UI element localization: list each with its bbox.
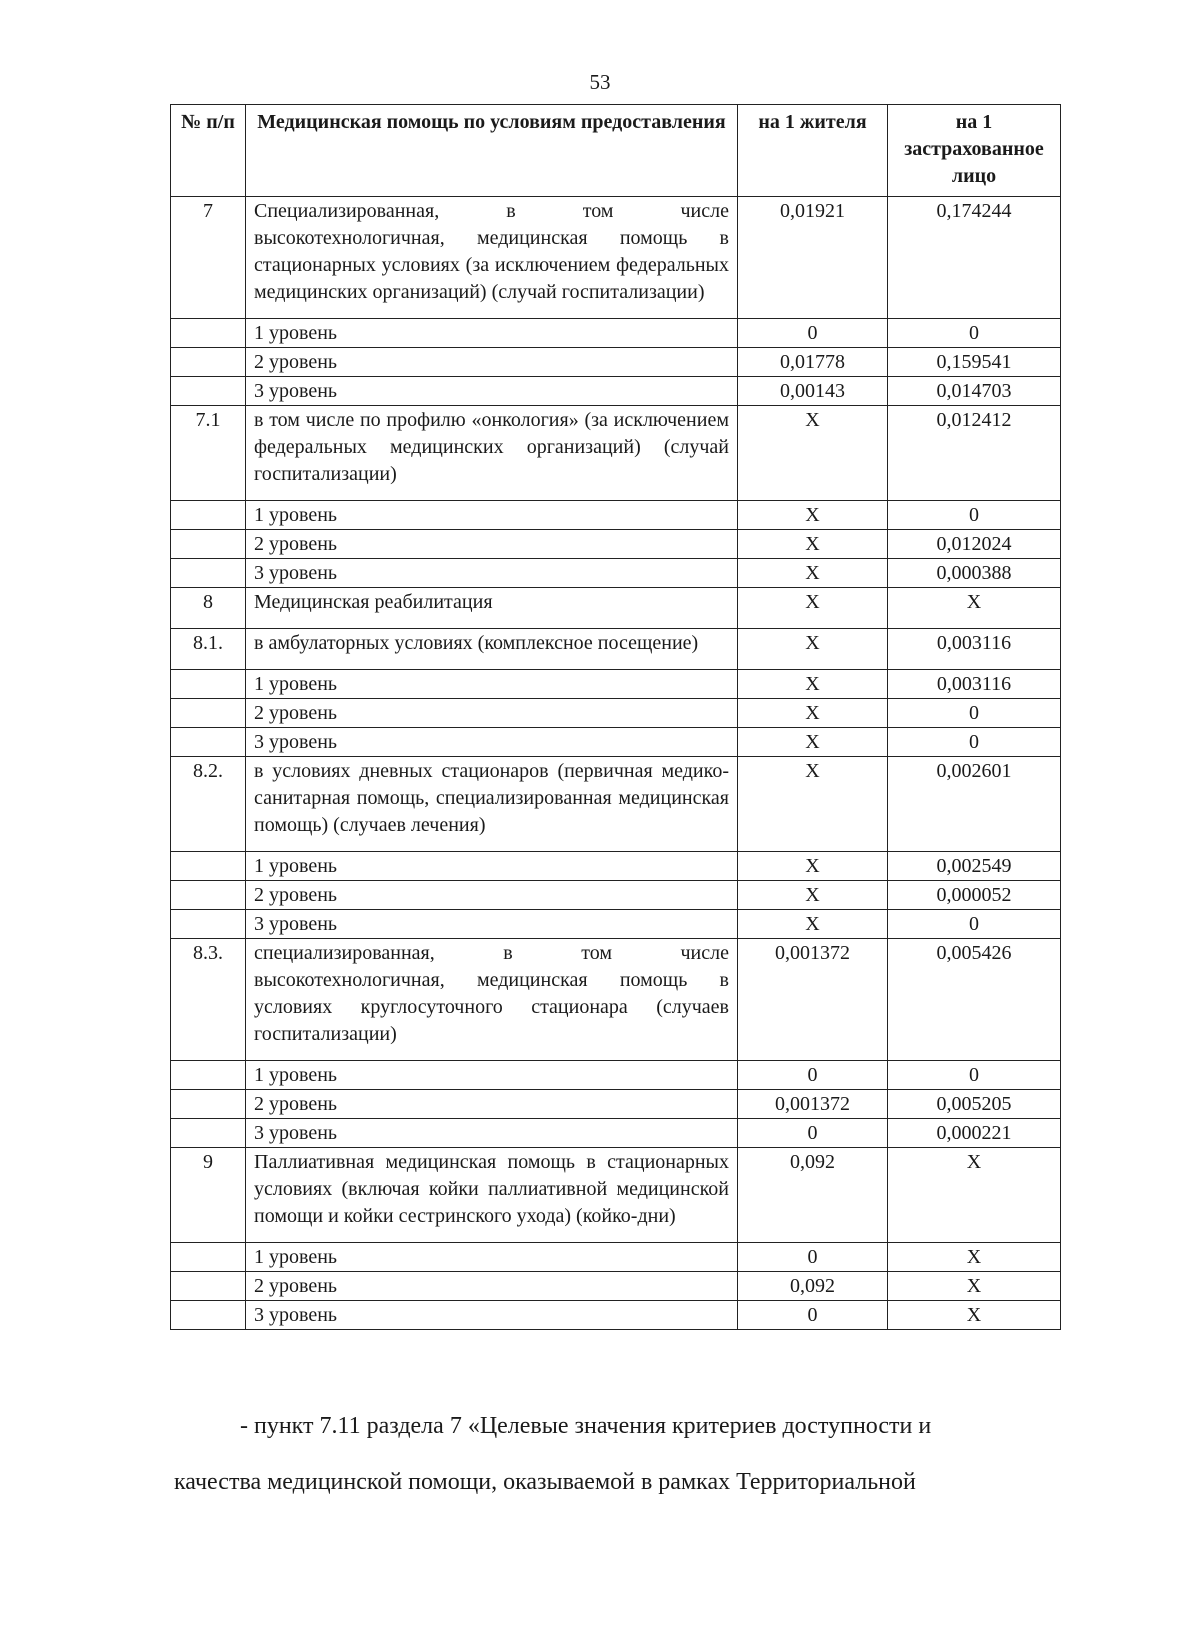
row-per-resident: X	[738, 406, 888, 501]
level-label: 2 уровень	[246, 1090, 738, 1119]
level-label: 1 уровень	[246, 1243, 738, 1272]
level-row	[171, 501, 1061, 530]
level-per-insured: X	[888, 1272, 1061, 1301]
level-label: 3 уровень	[246, 1119, 738, 1148]
row-number: 9	[171, 1148, 246, 1243]
level-label: 1 уровень	[246, 670, 738, 699]
level-number-spacer	[171, 377, 246, 406]
header-per-resident: на 1 жителя	[738, 105, 888, 197]
level-number-spacer	[171, 670, 246, 699]
row-per-resident: X	[738, 588, 888, 629]
level-row	[171, 670, 1061, 699]
level-per-insured: 0	[888, 319, 1061, 348]
level-label: 1 уровень	[246, 319, 738, 348]
level-per-resident: X	[738, 501, 888, 530]
row-description: Паллиативная медицинская помощь в стационарных условиях (включая койки паллиативной медицинской помощи и койки сестринского ухода) (койко-дни)	[246, 1148, 738, 1243]
row-number: 8.1.	[171, 629, 246, 670]
header-description: Медицинская помощь по условиям предоставления	[246, 105, 738, 197]
row-description: в амбулаторных условиях (комплексное посещение)	[246, 629, 738, 670]
level-number-spacer	[171, 559, 246, 588]
level-label: 3 уровень	[246, 728, 738, 757]
level-per-resident: 0,092	[738, 1272, 888, 1301]
level-label: 2 уровень	[246, 530, 738, 559]
level-per-insured: X	[888, 1301, 1061, 1330]
row-per-insured: 0,003116	[888, 629, 1061, 670]
level-number-spacer	[171, 1301, 246, 1330]
table-row	[171, 629, 1061, 670]
level-number-spacer	[171, 699, 246, 728]
level-row	[171, 1243, 1061, 1272]
level-per-insured: 0,005205	[888, 1090, 1061, 1119]
level-per-resident: 0	[738, 1061, 888, 1090]
row-per-insured: 0,012412	[888, 406, 1061, 501]
row-description: Специализированная, в том числе высокотехнологичная, медицинская помощь в стационарных условиях (за исключением федеральных медицинских организаций) (случай госпитализации)	[246, 197, 738, 319]
level-label: 3 уровень	[246, 910, 738, 939]
level-row	[171, 852, 1061, 881]
level-per-insured: 0	[888, 699, 1061, 728]
row-per-resident: 0,01921	[738, 197, 888, 319]
row-per-resident: 0,092	[738, 1148, 888, 1243]
level-row	[171, 530, 1061, 559]
level-per-insured: 0,000052	[888, 881, 1061, 910]
level-per-resident: X	[738, 530, 888, 559]
level-per-resident: 0	[738, 1243, 888, 1272]
header-per-insured: на 1 застрахованное лицо	[888, 105, 1061, 197]
level-label: 2 уровень	[246, 699, 738, 728]
level-per-resident: 0,00143	[738, 377, 888, 406]
level-label: 3 уровень	[246, 559, 738, 588]
level-per-resident: 0	[738, 1301, 888, 1330]
level-per-insured: 0,000388	[888, 559, 1061, 588]
level-per-insured: 0,014703	[888, 377, 1061, 406]
level-number-spacer	[171, 319, 246, 348]
care-volume-table	[170, 104, 1061, 1330]
level-row	[171, 881, 1061, 910]
level-number-spacer	[171, 1272, 246, 1301]
level-label: 3 уровень	[246, 1301, 738, 1330]
table-row	[171, 939, 1061, 1061]
level-number-spacer	[171, 1119, 246, 1148]
level-per-resident: X	[738, 699, 888, 728]
row-per-resident: X	[738, 757, 888, 852]
level-per-resident: 0	[738, 319, 888, 348]
table-body	[171, 197, 1061, 1330]
level-number-spacer	[171, 530, 246, 559]
row-description: в том числе по профилю «онкология» (за исключением федеральных медицинских организаций) (случай госпитализации)	[246, 406, 738, 501]
table-row	[171, 1148, 1061, 1243]
level-number-spacer	[171, 1243, 246, 1272]
page-number: 53	[589, 70, 611, 94]
header-row	[171, 105, 1061, 197]
level-per-resident: 0,01778	[738, 348, 888, 377]
level-row	[171, 319, 1061, 348]
footer-paragraph-line-2: качества медицинской помощи, оказываемой в рамках Территориальной	[174, 1469, 916, 1495]
footer-paragraph-line-1: - пункт 7.11 раздела 7 «Целевые значения критериев доступности и	[240, 1413, 932, 1439]
level-per-insured: 0,003116	[888, 670, 1061, 699]
level-row	[171, 1272, 1061, 1301]
row-per-insured: 0,005426	[888, 939, 1061, 1061]
level-per-insured: 0,012024	[888, 530, 1061, 559]
level-row	[171, 728, 1061, 757]
table-row	[171, 197, 1061, 319]
row-number: 8.2.	[171, 757, 246, 852]
level-per-insured: 0,000221	[888, 1119, 1061, 1148]
row-description: в условиях дневных стационаров (первичная медико-санитарная помощь, специализированная медицинская помощь) (случаев лечения)	[246, 757, 738, 852]
level-per-resident: X	[738, 559, 888, 588]
level-label: 1 уровень	[246, 501, 738, 530]
level-number-spacer	[171, 881, 246, 910]
row-per-resident: X	[738, 629, 888, 670]
level-label: 2 уровень	[246, 348, 738, 377]
level-per-insured: 0	[888, 910, 1061, 939]
level-per-insured: 0	[888, 1061, 1061, 1090]
level-row	[171, 377, 1061, 406]
level-number-spacer	[171, 348, 246, 377]
level-per-resident: X	[738, 852, 888, 881]
level-per-insured: 0,159541	[888, 348, 1061, 377]
level-label: 3 уровень	[246, 377, 738, 406]
level-per-resident: X	[738, 881, 888, 910]
row-description: Медицинская реабилитация	[246, 588, 738, 629]
level-per-insured: X	[888, 1243, 1061, 1272]
level-number-spacer	[171, 728, 246, 757]
row-per-insured: 0,002601	[888, 757, 1061, 852]
level-row	[171, 699, 1061, 728]
level-number-spacer	[171, 1090, 246, 1119]
level-number-spacer	[171, 1061, 246, 1090]
row-number: 8	[171, 588, 246, 629]
level-number-spacer	[171, 910, 246, 939]
level-row	[171, 559, 1061, 588]
level-per-resident: X	[738, 728, 888, 757]
table-row	[171, 757, 1061, 852]
header-num: № п/п	[171, 105, 246, 197]
level-row	[171, 910, 1061, 939]
row-per-insured: X	[888, 588, 1061, 629]
level-per-insured: 0	[888, 501, 1061, 530]
level-per-insured: 0,002549	[888, 852, 1061, 881]
level-per-resident: 0,001372	[738, 1090, 888, 1119]
level-row	[171, 1301, 1061, 1330]
row-per-resident: 0,001372	[738, 939, 888, 1061]
level-label: 1 уровень	[246, 852, 738, 881]
table-header	[171, 105, 1061, 197]
level-per-insured: 0	[888, 728, 1061, 757]
level-number-spacer	[171, 852, 246, 881]
level-row	[171, 1090, 1061, 1119]
level-per-resident: X	[738, 910, 888, 939]
level-label: 2 уровень	[246, 1272, 738, 1301]
level-row	[171, 348, 1061, 377]
level-label: 2 уровень	[246, 881, 738, 910]
row-description: специализированная, в том числе высокотехнологичная, медицинская помощь в условиях круглосуточного стационара (случаев госпитализации)	[246, 939, 738, 1061]
level-row	[171, 1119, 1061, 1148]
row-number: 8.3.	[171, 939, 246, 1061]
row-number: 7	[171, 197, 246, 319]
row-number: 7.1	[171, 406, 246, 501]
table-row	[171, 588, 1061, 629]
table-row	[171, 406, 1061, 501]
level-per-resident: 0	[738, 1119, 888, 1148]
level-per-resident: X	[738, 670, 888, 699]
level-number-spacer	[171, 501, 246, 530]
row-per-insured: 0,174244	[888, 197, 1061, 319]
level-label: 1 уровень	[246, 1061, 738, 1090]
level-row	[171, 1061, 1061, 1090]
row-per-insured: X	[888, 1148, 1061, 1243]
